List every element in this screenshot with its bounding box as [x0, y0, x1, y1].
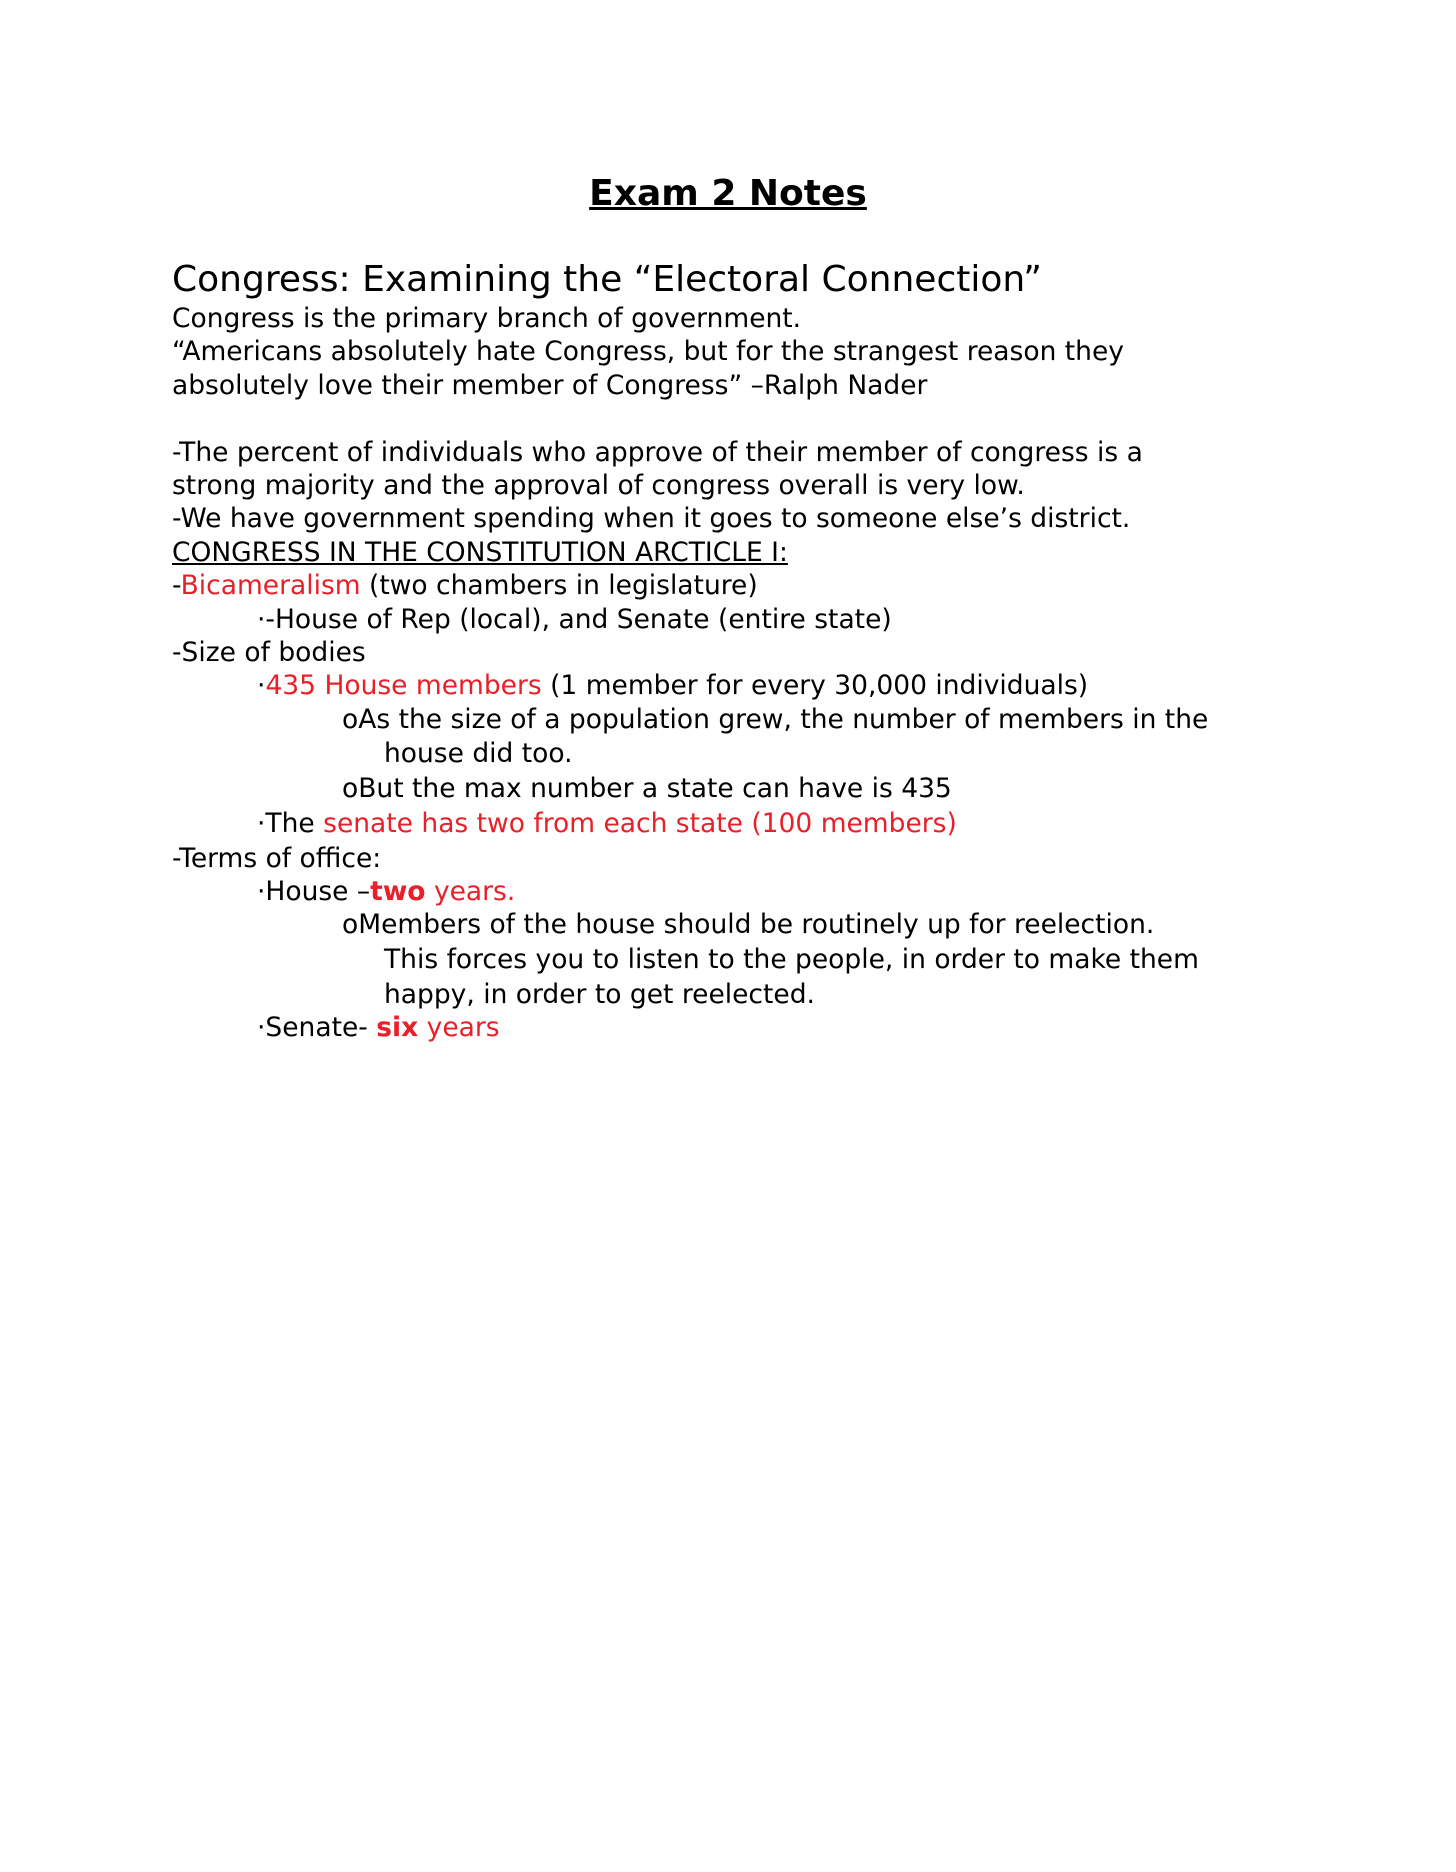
- text: (two chambers in legislature): [360, 570, 758, 602]
- document-body: [172, 258, 1322, 1045]
- bullet: ·House –: [257, 876, 371, 908]
- text: (1 member for every 30,000 individuals): [541, 670, 1089, 702]
- subsection-heading: CONGRESS IN THE CONSTITUTION ARCTICLE I:: [172, 536, 788, 568]
- highlight-text: years.: [425, 876, 516, 908]
- note-line: -We have government spending when it goes to someone else’s district.: [172, 503, 1131, 535]
- sub-bullet-continuation: happy, in order to get reelected.: [384, 978, 815, 1010]
- sub-bullet-line: oMembers of the house should be routinely up for reelection.: [342, 909, 1155, 941]
- note-line: strong majority and the approval of congress overall is very low.: [172, 470, 1025, 502]
- bullet: ·Senate-: [257, 1012, 377, 1044]
- note-line-bicameralism: [172, 569, 1322, 602]
- sub-bullet-continuation: house did too.: [384, 738, 573, 770]
- bullet-line-house-members: [172, 669, 1322, 702]
- bullet-line-house-term: [172, 875, 1322, 908]
- prefix: -: [172, 570, 181, 602]
- text-line: Congress is the primary branch of government.: [172, 303, 802, 334]
- quote-line: absolutely love their member of Congress” –Ralph Nader: [172, 369, 928, 401]
- highlight-text: 435 House members: [265, 670, 542, 702]
- highlight-text: senate has two from each state (100 members): [323, 807, 957, 839]
- bullet: ·The: [257, 807, 324, 839]
- section-heading: Congress: Examining the “Electoral Connection”: [172, 259, 1042, 300]
- note-line: -Terms of office:: [172, 842, 382, 874]
- bullet: ·: [257, 670, 266, 702]
- bullet-line-senate-term: [172, 1011, 1322, 1044]
- sub-bullet-line: oAs the size of a population grew, the number of members in the: [342, 703, 1209, 735]
- highlight-bold-text: six: [376, 1012, 419, 1044]
- highlight-text: years: [418, 1012, 500, 1044]
- sub-bullet-line: oBut the max number a state can have is 435: [342, 773, 952, 805]
- sub-bullet-continuation: This forces you to listen to the people, in order to make them: [384, 943, 1199, 975]
- blank-line: [172, 402, 1322, 435]
- document-title: Exam 2 Notes: [589, 173, 867, 214]
- quote-line: “Americans absolutely hate Congress, but for the strangest reason they: [172, 336, 1124, 368]
- bullet-line-senate: [172, 806, 1322, 842]
- highlight-text: Bicameralism: [180, 570, 361, 602]
- note-line: -Size of bodies: [172, 637, 366, 669]
- note-line: -The percent of individuals who approve of their member of congress is a: [172, 436, 1143, 468]
- bullet-line: ·-House of Rep (local), and Senate (entire state): [257, 603, 892, 635]
- highlight-bold-text: two: [370, 876, 426, 908]
